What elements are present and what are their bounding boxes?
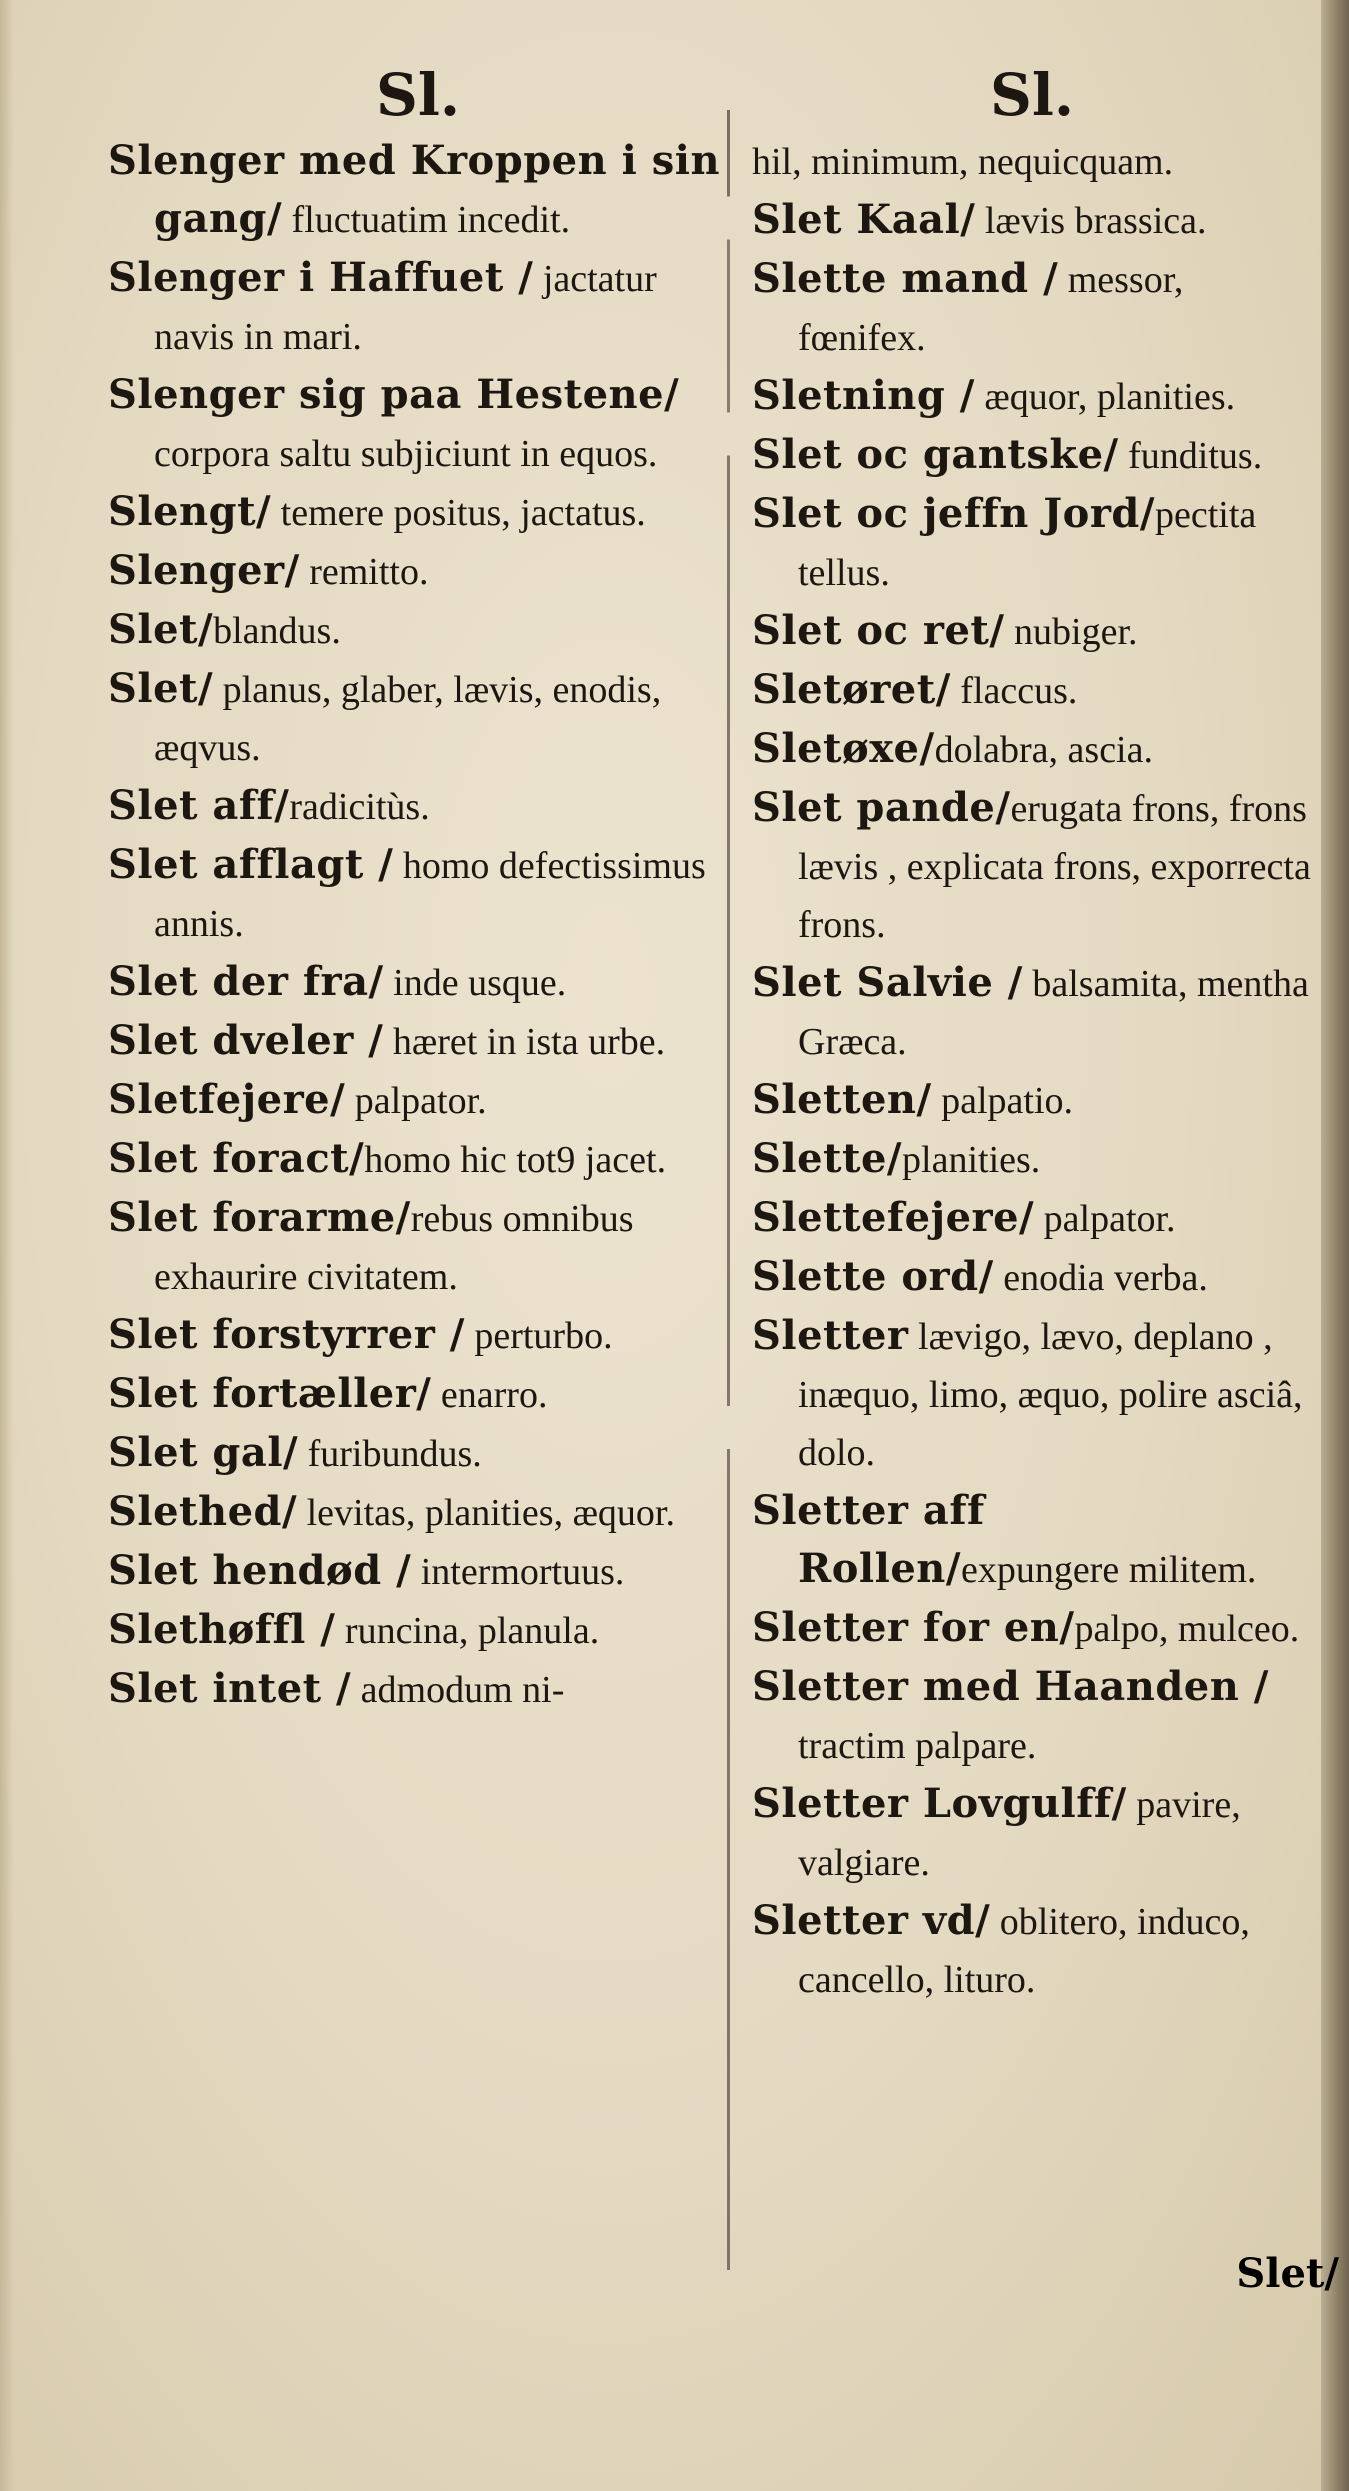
entry-headword: Slenger/ <box>108 547 300 594</box>
entry-latin-definition: palpator. <box>345 1080 487 1122</box>
entry-headword: Slet der fra/ <box>108 958 384 1005</box>
right-running-head: Sl. <box>989 61 1075 129</box>
entry-headword: Sletfejere/ <box>108 1076 346 1123</box>
left-running-head: Sl. <box>375 61 461 129</box>
dictionary-entry <box>108 1365 728 1424</box>
dictionary-entry <box>108 483 728 542</box>
entry-headword: Slet Salvie / <box>752 959 1023 1006</box>
dictionary-entry <box>752 1307 1312 1482</box>
entry-latin-definition: perturbo. <box>464 1315 613 1357</box>
entry-latin-definition: lævigo, lævo, deplano , inæquo, limo, æquo, polire asciâ, dolo. <box>798 1316 1303 1474</box>
dictionary-entry <box>108 660 728 777</box>
entry-latin-definition: fluctuatim incedit. <box>282 199 571 241</box>
entry-headword: Slet/ <box>108 665 214 712</box>
dictionary-entry <box>752 954 1312 1071</box>
entry-latin-definition: flaccus. <box>950 670 1078 712</box>
dictionary-entry <box>752 132 1312 191</box>
entry-latin-definition: dolabra, ascia. <box>934 729 1153 771</box>
entry-latin-definition: lævis brassica. <box>975 200 1207 242</box>
entry-headword: Slet Kaal/ <box>752 196 976 243</box>
entry-headword: Slet forstyrrer / <box>108 1311 465 1358</box>
dictionary-entry <box>752 1071 1312 1130</box>
entry-latin-definition: homo defectissimus annis. <box>154 845 706 945</box>
entry-headword: Slet foract/ <box>108 1135 365 1182</box>
entry-headword: Slet oc ret/ <box>752 607 1005 654</box>
dictionary-entry <box>752 367 1312 426</box>
entry-headword: Sletter med Haanden / <box>752 1663 1269 1710</box>
entry-headword: Slet fortæller/ <box>108 1370 432 1417</box>
page-binding-edge <box>1321 0 1349 2491</box>
dictionary-entry <box>752 1599 1312 1658</box>
entry-headword: Slengt/ <box>108 488 272 535</box>
entry-latin-definition: pavire, valgiare. <box>798 1784 1241 1884</box>
dictionary-entry <box>752 426 1312 485</box>
dictionary-entry <box>108 1189 728 1306</box>
entry-latin-definition: radicitùs. <box>289 786 430 828</box>
entry-latin-definition: erugata frons, frons lævis , explicata frons, exporrecta frons. <box>798 788 1311 946</box>
dictionary-entry <box>752 602 1312 661</box>
entry-latin-definition: remitto. <box>299 551 429 593</box>
dictionary-entry <box>108 1130 728 1189</box>
entry-latin-definition: hæret in ista urbe. <box>383 1021 666 1063</box>
entry-latin-definition: palpator. <box>1034 1198 1176 1240</box>
dictionary-entry <box>108 1424 728 1483</box>
dictionary-entry <box>108 542 728 601</box>
entry-latin-definition: nubiger. <box>1004 611 1138 653</box>
entry-headword: Slette ord/ <box>752 1253 994 1300</box>
entry-latin-definition: homo hic tot9 jacet. <box>364 1139 667 1181</box>
entry-latin-definition: jactatur navis in mari. <box>154 258 657 358</box>
entry-latin-definition: furibundus. <box>298 1433 482 1475</box>
dictionary-entry <box>108 777 728 836</box>
entry-latin-definition: messor, fœnifex. <box>798 259 1184 359</box>
entry-headword: Slettefejere/ <box>752 1194 1035 1241</box>
entry-headword: Slet pande/ <box>752 784 1011 831</box>
entry-headword: Sletter for en/ <box>752 1604 1075 1651</box>
dictionary-entry <box>108 1660 728 1719</box>
dictionary-entry <box>108 1483 728 1542</box>
entry-headword: Sletter vd/ <box>752 1897 991 1944</box>
entry-headword: Sletten/ <box>752 1076 932 1123</box>
entry-headword: Slet/ <box>108 606 214 653</box>
entry-latin-definition: blandus. <box>213 610 341 652</box>
entry-headword: Slethøffl / <box>108 1606 336 1653</box>
entry-headword: Sletøret/ <box>752 666 951 713</box>
entry-headword: Slet oc gantske/ <box>752 431 1119 478</box>
right-entries <box>752 132 1312 2009</box>
entry-latin-definition: tractim palpare. <box>798 1725 1037 1767</box>
entry-headword: Slette mand / <box>752 255 1059 302</box>
entry-latin-definition: admodum ni- <box>351 1669 565 1711</box>
left-column <box>108 60 728 1719</box>
dictionary-entry <box>752 191 1312 250</box>
entry-latin-definition: planities. <box>902 1139 1041 1181</box>
entry-latin-definition: temere positus, jactatus. <box>271 492 646 534</box>
entry-latin-definition: rebus omnibus exhaurire civitatem. <box>154 1198 634 1298</box>
dictionary-entry <box>752 1658 1312 1775</box>
entry-latin-definition: funditus. <box>1118 435 1263 477</box>
entry-headword: Sletning / <box>752 372 975 419</box>
dictionary-entry <box>752 485 1312 602</box>
entry-latin-definition: corpora saltu subjiciunt in equos. <box>154 433 658 475</box>
dictionary-entry <box>752 779 1312 954</box>
dictionary-entry <box>752 1189 1312 1248</box>
entry-latin-definition: runcina, planula. <box>335 1610 600 1652</box>
entry-headword: Sletter aff Rollen/ <box>752 1487 985 1592</box>
right-column <box>752 60 1312 2009</box>
entry-latin-definition: enodia verba. <box>993 1257 1208 1299</box>
entry-latin-definition: pectita tellus. <box>798 494 1257 594</box>
dictionary-entry <box>752 1775 1312 1892</box>
entry-latin-definition: palpo, mulceo. <box>1074 1608 1300 1650</box>
entry-headword: Slet hendød / <box>108 1547 412 1594</box>
entry-latin-definition: expungere militem. <box>960 1549 1257 1591</box>
entry-headword: Slet oc jeffn Jord/ <box>752 490 1155 537</box>
entry-latin-definition: intermortuus. <box>411 1551 625 1593</box>
dictionary-entry <box>108 249 728 366</box>
dictionary-entry <box>108 366 728 483</box>
dictionary-entry <box>108 601 728 660</box>
dictionary-entry <box>108 836 728 953</box>
dictionary-entry <box>752 250 1312 367</box>
dictionary-entry <box>108 1071 728 1130</box>
entry-headword: Slette/ <box>752 1135 903 1182</box>
dictionary-entry <box>108 132 728 249</box>
entry-latin-definition: levitas, planities, æquor. <box>297 1492 675 1534</box>
entry-latin-definition: hil, minimum, nequicquam. <box>752 141 1174 183</box>
dictionary-entry <box>108 1542 728 1601</box>
dictionary-entry <box>752 1248 1312 1307</box>
entry-headword: Slet dveler / <box>108 1017 384 1064</box>
entry-latin-definition: palpatio. <box>931 1080 1074 1122</box>
dictionary-entry <box>752 1892 1312 2009</box>
dictionary-entry <box>752 1482 1312 1599</box>
entry-headword: Slenger i Haffuet / <box>108 254 534 301</box>
entry-headword: Slethed/ <box>108 1488 298 1535</box>
dictionary-entry <box>752 661 1312 720</box>
left-entries <box>108 132 728 1719</box>
dictionary-entry <box>752 720 1312 779</box>
entry-headword: Sletter Lovgulff/ <box>752 1780 1127 1827</box>
entry-headword: Slet afflagt / <box>108 841 394 888</box>
entry-headword: Slenger sig paa Hestene/ <box>108 371 680 418</box>
entry-headword: Slet intet / <box>108 1665 352 1712</box>
entry-latin-definition: æquor, planities. <box>974 376 1236 418</box>
entry-headword: Sletøxe/ <box>752 725 935 772</box>
entry-latin-definition: balsamita, mentha Græca. <box>798 963 1309 1063</box>
catchword: Slet/ <box>1236 2250 1339 2297</box>
dictionary-entry <box>108 1306 728 1365</box>
entry-headword: Slet forarme/ <box>108 1194 411 1241</box>
entry-headword: Sletter <box>752 1312 909 1359</box>
dictionary-entry <box>108 1601 728 1660</box>
entry-latin-definition: planus, glaber, lævis, enodis, æqvus. <box>154 669 662 769</box>
dictionary-entry <box>108 953 728 1012</box>
entry-latin-definition: enarro. <box>431 1374 548 1416</box>
dictionary-entry <box>752 1130 1312 1189</box>
dictionary-entry <box>108 1012 728 1071</box>
entry-headword: Slenger med Kroppen i sin gang/ <box>108 137 721 242</box>
entry-headword: Slet aff/ <box>108 782 290 829</box>
page-left-edge <box>0 0 14 2491</box>
entry-latin-definition: oblitero, induco, cancello, lituro. <box>798 1901 1250 2001</box>
entry-latin-definition: inde usque. <box>383 962 567 1004</box>
entry-headword: Slet gal/ <box>108 1429 299 1476</box>
